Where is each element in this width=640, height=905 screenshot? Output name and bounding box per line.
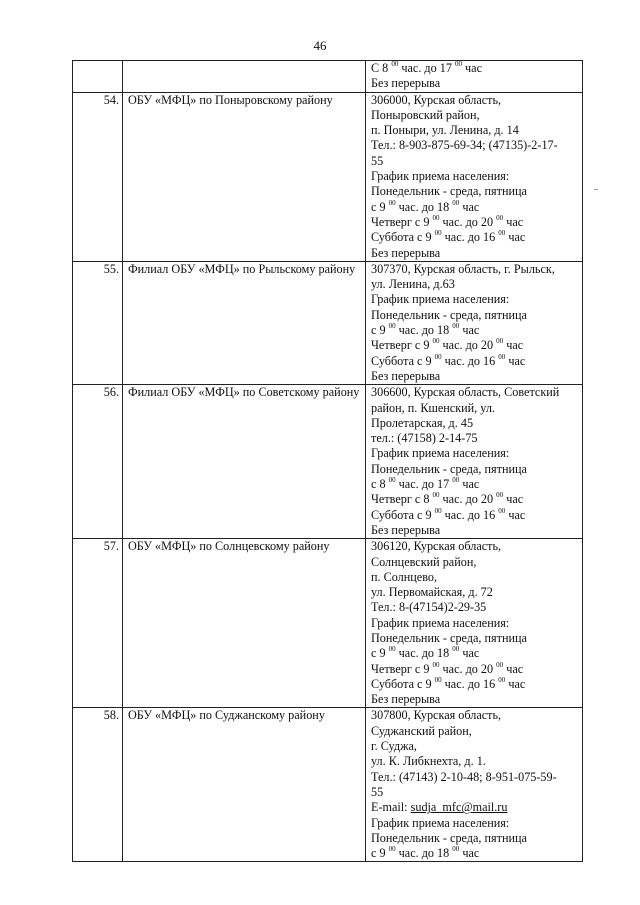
office-address-schedule [366, 539, 583, 708]
address-line [371, 816, 579, 831]
line-text: час [459, 846, 480, 861]
office-address-schedule [366, 261, 583, 384]
row-number: 56. [73, 385, 123, 539]
address-line [371, 323, 579, 338]
line-text: С 8 [371, 61, 392, 75]
time-minutes: 00 [452, 198, 460, 207]
table-row [73, 708, 583, 862]
time-minutes: 00 [432, 491, 440, 500]
line-text: 306120, Курская область, [371, 539, 502, 554]
line-text: Тел.: 8-(47154)2-29-35 [371, 600, 487, 615]
time-minutes: 00 [452, 322, 460, 331]
line-text: График приема населения: [371, 615, 510, 630]
address-line [371, 246, 579, 261]
line-text: Понедельник - среда, пятница [371, 830, 527, 845]
line-text: час. до 18 [395, 646, 453, 661]
address-line [371, 770, 579, 785]
address-line [371, 354, 579, 369]
line-text: Четверг с 9 [371, 661, 433, 676]
time-minutes: 00 [452, 476, 460, 485]
line-text: Без перерыва [371, 245, 441, 260]
office-name: ОБУ «МФЦ» по Суджанскому району [123, 708, 366, 862]
line-text: Понедельник - среда, пятница [371, 307, 527, 322]
address-line [371, 76, 579, 91]
line-text: час [462, 61, 482, 75]
address-line [371, 677, 579, 692]
line-text: График приема населения: [371, 292, 510, 307]
line-text: час. до 18 [395, 199, 453, 214]
line-text: час [459, 323, 480, 338]
address-line [371, 692, 579, 707]
table-row [73, 61, 583, 93]
line-text: 306000, Курская область, [371, 92, 502, 107]
row-number: 58. [73, 708, 123, 862]
line-text: Суббота с 9 [371, 676, 435, 691]
line-text: с 9 [371, 646, 389, 661]
line-text: Солнцевский район, [371, 554, 477, 569]
address-line [371, 739, 579, 754]
line-text: час. до 16 [441, 676, 499, 691]
address-line [371, 277, 579, 292]
line-text: Пролетарская, д. 45 [371, 415, 474, 430]
time-minutes: 00 [498, 229, 506, 238]
time-minutes: 00 [388, 645, 396, 654]
line-text: Понедельник - среда, пятница [371, 461, 527, 476]
time-minutes: 00 [434, 229, 442, 238]
line-text: тел.: (47158) 2-14-75 [371, 431, 478, 446]
time-minutes: 00 [496, 337, 504, 346]
address-line [371, 585, 579, 600]
line-text: час. до 16 [441, 507, 499, 522]
row-number: 57. [73, 539, 123, 708]
line-text: График приема населения: [371, 815, 510, 830]
address-line [371, 108, 579, 123]
line-text: час. до 18 [395, 323, 453, 338]
line-text: Без перерыва [371, 368, 441, 383]
address-line [371, 138, 579, 153]
address-line [371, 338, 579, 353]
address-line [371, 508, 579, 523]
line-text: Без перерыва [371, 76, 441, 91]
line-text: Тел.: (47143) 2-10-48; 8-951-075-59- [371, 769, 557, 784]
line-text: час. до 16 [441, 230, 499, 245]
line-text: Суббота с 9 [371, 353, 435, 368]
line-text: час [505, 676, 526, 691]
address-line [371, 708, 579, 723]
address-line [371, 724, 579, 739]
line-text: Суджанский район, [371, 723, 472, 738]
address-line [371, 785, 579, 800]
office-address-schedule [366, 61, 583, 93]
time-minutes: 00 [434, 506, 442, 515]
line-text: час. до 18 [395, 846, 453, 861]
office-address-schedule [366, 92, 583, 261]
address-line [371, 600, 579, 615]
line-text: п. Поныри, ул. Ленина, д. 14 [371, 123, 519, 138]
line-text: Четверг с 9 [371, 214, 433, 229]
office-address-schedule [366, 708, 583, 862]
line-text: 55 [371, 784, 384, 799]
office-name [123, 61, 366, 93]
time-minutes: 00 [388, 322, 396, 331]
time-minutes: 00 [434, 675, 442, 684]
address-line [371, 93, 579, 108]
table-row [73, 385, 583, 539]
line-text: район, п. Кшенский, ул. [371, 400, 495, 415]
line-text: Четверг с 8 [371, 492, 433, 507]
line-text: 306600, Курская область, Советский [371, 385, 560, 400]
line-text: E-mail: [371, 800, 411, 815]
address-line [371, 215, 579, 230]
line-text: Суббота с 9 [371, 230, 435, 245]
time-minutes: 00 [432, 213, 440, 222]
row-number [73, 61, 123, 93]
line-text: с 9 [371, 323, 389, 338]
address-line [371, 646, 579, 661]
line-text: час [503, 492, 524, 507]
line-text: Тел.: 8-903-875-69-34; (47135)-2-17- [371, 138, 558, 153]
line-text: час. до 20 [439, 214, 497, 229]
address-line [371, 462, 579, 477]
time-minutes: 00 [388, 476, 396, 485]
address-line [371, 262, 579, 277]
office-name: Филиал ОБУ «МФЦ» по Советскому району [123, 385, 366, 539]
line-text: с 9 [371, 846, 389, 861]
line-text: час [503, 338, 524, 353]
time-minutes: 00 [388, 198, 396, 207]
address-line [371, 200, 579, 215]
time-minutes: 00 [498, 675, 506, 684]
table-body [73, 61, 583, 862]
address-line [371, 184, 579, 199]
address-line [371, 446, 579, 461]
line-text: г. Суджа, [371, 739, 417, 754]
time-minutes: 00 [496, 213, 504, 222]
time-minutes: 00 [391, 60, 399, 68]
line-text: График приема населения: [371, 169, 510, 184]
table-row [73, 261, 583, 384]
address-line [371, 61, 579, 76]
address-line [371, 616, 579, 631]
address-line [371, 662, 579, 677]
table-row [73, 539, 583, 708]
line-text: час. до 20 [439, 661, 497, 676]
address-line [371, 831, 579, 846]
address-line [371, 539, 579, 554]
address-line [371, 308, 579, 323]
line-text: час [459, 477, 480, 492]
line-text: Без перерыва [371, 692, 441, 707]
line-text: час [503, 214, 524, 229]
line-text: Четверг с 9 [371, 338, 433, 353]
line-text: час [459, 646, 480, 661]
time-minutes: 00 [496, 660, 504, 669]
line-text: 55 [371, 153, 384, 168]
time-minutes: 00 [455, 60, 462, 68]
address-line [371, 154, 579, 169]
table-row [73, 92, 583, 261]
office-name: Филиал ОБУ «МФЦ» по Рыльскому району [123, 261, 366, 384]
margin-mark [594, 189, 598, 190]
office-address-schedule [366, 385, 583, 539]
line-text: Без перерыва [371, 522, 441, 537]
address-line [371, 754, 579, 769]
line-text: час [505, 230, 526, 245]
line-text: Понедельник - среда, пятница [371, 184, 527, 199]
line-text: Поныровский район, [371, 107, 480, 122]
address-line [371, 570, 579, 585]
line-text: ул. К. Либкнехта, д. 1. [371, 754, 486, 769]
email-link[interactable]: sudja_mfc@mail.ru [410, 800, 508, 815]
line-text: час. до 20 [439, 338, 497, 353]
address-line [371, 385, 579, 400]
time-minutes: 00 [388, 845, 396, 854]
office-name: ОБУ «МФЦ» по Солнцевскому району [123, 539, 366, 708]
line-text: час. до 16 [441, 353, 499, 368]
address-line [371, 230, 579, 245]
email-line [371, 800, 579, 815]
address-line [371, 401, 579, 416]
line-text: График приема населения: [371, 446, 510, 461]
line-text: п. Солнцево, [371, 569, 438, 584]
time-minutes: 00 [452, 845, 460, 854]
line-text: Суббота с 9 [371, 507, 435, 522]
address-line [371, 369, 579, 384]
line-text: 307370, Курская область, г. Рыльск, [371, 261, 555, 276]
page-number: 46 [313, 38, 327, 53]
line-text: с 8 [371, 477, 389, 492]
line-text: час [459, 199, 480, 214]
address-line [371, 846, 579, 861]
address-line [371, 523, 579, 538]
line-text: ул. Ленина, д.63 [371, 277, 455, 292]
time-minutes: 00 [498, 506, 506, 515]
row-number: 55. [73, 261, 123, 384]
line-text: час. до 17 [395, 477, 453, 492]
line-text: час [503, 661, 524, 676]
address-line [371, 292, 579, 307]
time-minutes: 00 [432, 337, 440, 346]
line-text: 307800, Курская область, [371, 708, 502, 723]
time-minutes: 00 [452, 645, 460, 654]
line-text: час. до 20 [439, 492, 497, 507]
address-line [371, 492, 579, 507]
mfc-offices-table [72, 60, 583, 862]
address-line [371, 169, 579, 184]
address-line [371, 631, 579, 646]
time-minutes: 00 [434, 352, 442, 361]
time-minutes: 00 [432, 660, 440, 669]
time-minutes: 00 [498, 352, 506, 361]
address-line [371, 123, 579, 138]
line-text: час [505, 353, 526, 368]
line-text: час [505, 507, 526, 522]
office-name: ОБУ «МФЦ» по Поныровскому району [123, 92, 366, 261]
address-line [371, 555, 579, 570]
line-text: Понедельник - среда, пятница [371, 630, 527, 645]
row-number: 54. [73, 92, 123, 261]
line-text: час. до 17 [398, 61, 455, 75]
address-line [371, 431, 579, 446]
address-line [371, 416, 579, 431]
address-line [371, 477, 579, 492]
time-minutes: 00 [496, 491, 504, 500]
line-text: с 9 [371, 199, 389, 214]
line-text: ул. Первомайская, д. 72 [371, 585, 493, 600]
